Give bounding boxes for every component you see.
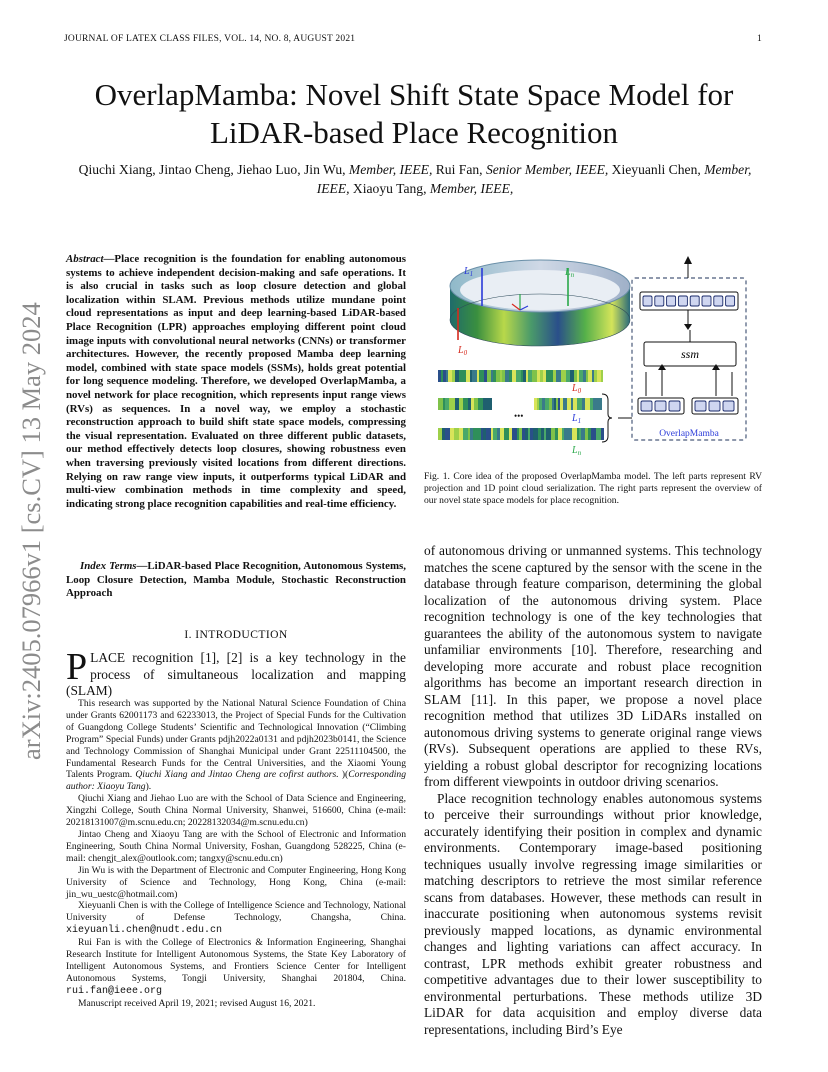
strip-cell <box>483 398 485 410</box>
input-token <box>695 401 706 411</box>
strip-cell <box>579 428 581 440</box>
strip-cell <box>592 370 594 382</box>
footnote-affiliation-3: Jin Wu is with the Department of Electronic and Computer Engineering, Hong Kong University of Science and Technology, Hong Kong, China (e-mail: jin_wu_uestc@hotmail.com) <box>66 864 406 900</box>
strip-cell <box>558 398 560 410</box>
strip-cell <box>509 370 512 382</box>
footnote-affiliation-4 <box>66 900 406 937</box>
strip-cell <box>588 428 591 440</box>
strip-cell <box>577 370 579 382</box>
footnote-paren: )( <box>338 769 349 781</box>
strip-cell <box>556 370 561 382</box>
strip-cell <box>586 370 588 382</box>
strip-cell <box>597 370 601 382</box>
output-token <box>690 296 699 306</box>
strip-cell <box>497 428 500 440</box>
index-terms-text: —LiDAR-based Place Recognition, Autonomous Systems, Loop Closure Detection, Mamba Module, Stochastic Reconstruction Approach <box>66 560 406 600</box>
footnote-funding-text: This research was supported by the National Natural Science Foundation of China under Grants 62001173 and 62233013, the Project of Special Funds for the Cultivation of Guangdong College Students’ Scientific and Technological Innovation (“Climbing Program” Special Funds) under Grants pdjh2022a0131 and pdjh2023b0141, the Science and Technology Commission of Shanghai Municipal under Grant 22511104500, the Fundamental Research Funds for the Central Universities, and the Xiaomi Young Talents Program. <box>66 698 406 781</box>
strip-cell <box>493 370 496 382</box>
strip-cell <box>455 370 459 382</box>
strip-cell <box>468 398 471 410</box>
strip-cell <box>541 428 544 440</box>
strip-cell <box>596 428 601 440</box>
strip-label-ln: $L_n$ <box>572 445 582 457</box>
strip-cell <box>540 370 543 382</box>
output-arrowhead <box>684 256 692 264</box>
abstract-text: —Place recognition is the foundation for enabling autonomous systems to achieve independent decision-making and safe operations. It is also crucial in tasks such as loop closure detection and global localization within SLAM. Previous methods utilize mundane point cloud representations as input and deep learning-based LiDAR-based Place Recognition (LPR) approaches employing different point cloud image inputs with convolutional neural networks (CNNs) or transformer architectures. However, the recently proposed Mamba deep learning model, combined with state space models (SSMs), holds great potential for long sequence modeling. Therefore, we developed OverlapMamba, a novel network for place recognition, which represents input range views (RVs) as sequences. In a novel way, we employ a stochastic reconstruction approach to build shift state space models, compressing the visual representation. Evaluated on three different public datasets, our method effectively detects loop closures, showing robustness even when traversing previously visited locations from different directions. Relying on raw range view inputs, it outperforms typical LiDAR and multi-view combination methods in time complexity and speed, indicating strong place recognition capabilities and real-time efficiency. <box>66 253 406 510</box>
strip-cell <box>504 428 509 440</box>
input-token <box>723 401 734 411</box>
strip-cell <box>556 398 558 410</box>
strip-cell <box>532 370 537 382</box>
output-token <box>643 296 652 306</box>
strip-cell <box>459 398 463 410</box>
strip-cell <box>470 370 472 382</box>
strip-cell <box>542 398 545 410</box>
strip-cell <box>448 370 452 382</box>
intro-lead: LACE recognition [1], [2] is a key technology in the process of simultaneous localization and mapping (SLAM) <box>66 650 406 698</box>
strip-cell <box>477 370 479 382</box>
strip-cell <box>539 398 542 410</box>
range-view-strips <box>438 370 604 440</box>
footnote-cofirst: Qiuchi Xiang and Jintao Cheng are cofirst authors. <box>135 769 339 781</box>
authors-role-1: Member, IEEE, <box>348 162 433 177</box>
strip-cell <box>577 398 582 410</box>
strip-cell <box>528 428 530 440</box>
strip-cell <box>463 428 468 440</box>
strip-cell <box>583 370 586 382</box>
module-label: OverlapMamba <box>659 429 719 439</box>
output-token <box>714 296 723 306</box>
figure-1 <box>428 242 768 457</box>
strip-cell <box>477 428 481 440</box>
strip-cell <box>453 398 455 410</box>
strip-cell <box>546 428 551 440</box>
authors-role-4: Member, IEEE, <box>429 181 514 196</box>
strip-cell <box>495 428 497 440</box>
strip-cell <box>563 398 567 410</box>
strip-cell <box>493 428 495 440</box>
strip-cell <box>573 398 577 410</box>
strip-cell <box>523 370 526 382</box>
abstract-label: Abstract <box>66 253 104 265</box>
strip-cell <box>500 370 502 382</box>
strip-cell <box>479 370 484 382</box>
strip-cell <box>483 428 486 440</box>
input-token <box>709 401 720 411</box>
strip-cell <box>502 370 505 382</box>
strip-cell <box>572 428 577 440</box>
strip-label-l0: $L_0$ <box>572 383 582 395</box>
input-tokens <box>641 401 734 411</box>
footnote-close: ). <box>145 781 152 793</box>
strip-cell <box>443 398 445 410</box>
strip-cell <box>454 428 459 440</box>
strip-cell <box>438 370 441 382</box>
strip-cell <box>590 398 593 410</box>
input-token <box>655 401 666 411</box>
output-token <box>655 296 664 306</box>
strip-cell <box>478 398 483 410</box>
authors-part-2: Rui Fan, <box>432 162 486 177</box>
footnote-email-chen: xieyuanli.chen@nudt.edu.cn <box>66 925 223 937</box>
strip-cell <box>569 428 572 440</box>
strip-cell <box>489 398 492 410</box>
strip-cell <box>445 398 449 410</box>
strip-cell <box>470 428 473 440</box>
body-paragraph-2: Place recognition technology enables autonomous systems to perceive their surroundings without prior knowledge, accurately identifying their position in complex and dynamic environments. Contemporary image-based positioning techniques usually involve regressing image similarities or matching descriptors to retrieve the most similar reference scans from databases. However, these methods can result in inaccurate positioning when autonomous systems revisit previously mapped locations, as dynamic environmental changes and lighting variations can affect accuracy. In contrast, LPR methods exhibit greater robustness and competitive advantages due to their lower susceptibility to environmental perturbations. These methods utilize 3D LiDAR for data acquisition and employ diverse data representations, including Bird’s Eye <box>424 790 762 1037</box>
body-paragraph-1: of autonomous driving or unmanned systems. This technology matches the scene captured by the sensor with the scene in the database through feature comparison, determining the global localization of the autonomous driving system. Place recognition technology is one of the key technologies that guarantees the ability of the autonomous system to navigate unfamiliar environments [10]. Therefore, researching and developing more accurate and robust place recognition algorithms has become an important research direction in SLAM [11]. In this paper, we propose a novel place recognition method that utilizes 3D LiDARs installed on autonomous driving systems to generate original range views (RVs). Subsequent operations are applied to these RVs, yielding a robust global descriptor for recognizing locations from different viewpoints in outdoor driving scenarios. <box>424 543 762 789</box>
strip-cell <box>567 398 571 410</box>
strip-cell <box>564 428 569 440</box>
strip-cell <box>546 370 549 382</box>
footnote-affiliation-2: Jintao Cheng and Xiaoyu Tang are with the School of Electronic and Information Engineering, South China Normal University, Foshan, Guangdong 528225, China (e-mail: chengjt_alex@outlook.com; tangxy@scnu.edu.cn) <box>66 828 406 864</box>
strip-cell <box>560 398 563 410</box>
strip-cell <box>545 398 549 410</box>
label-ln: $L_n$ <box>565 267 575 279</box>
figure-caption: Fig. 1. Core idea of the proposed OverlapMamba model. The left parts represent RV projection and 1D point cloud serialization. The right parts represent the overview of our novel state space models for place recognition. <box>424 471 762 506</box>
running-head: JOURNAL OF LATEX CLASS FILES, VOL. 14, NO. 8, AUGUST 2021 <box>64 34 356 44</box>
label-l0: $L_0$ <box>458 345 468 357</box>
strip-cell <box>549 370 553 382</box>
dropcap: P <box>66 646 88 688</box>
intro-paragraph <box>66 646 406 700</box>
strip-cell <box>598 398 602 410</box>
footnote-affiliation-4-text: Xieyuanli Chen is with the College of Intelligence Science and Technology, National University of Defense Technology, Changsha, China. <box>66 900 406 924</box>
right-column-body <box>424 543 762 1038</box>
strip-cell <box>566 370 570 382</box>
paper-title: OverlapMamba: Novel Shift State Space Model for LiDAR-based Place Recognition <box>94 77 734 150</box>
strip-cell <box>446 370 448 382</box>
strip-cell <box>505 370 507 382</box>
strip-cell <box>512 428 517 440</box>
input-token <box>641 401 652 411</box>
arxiv-stamp: arXiv:2405.07966v1 [cs.CV] 13 May 2024 <box>16 302 46 760</box>
strip-cell <box>452 370 455 382</box>
strip-cell <box>463 398 468 410</box>
strip-cell <box>553 370 556 382</box>
footnotes <box>66 698 406 1010</box>
output-token <box>678 296 687 306</box>
footnote-email-fan: rui.fan@ieee.org <box>66 985 163 997</box>
strip-label-l1: $L_1$ <box>572 413 582 425</box>
strip-cell <box>481 428 483 440</box>
strip-cell <box>485 398 489 410</box>
strip-cell <box>491 428 493 440</box>
label-l1: $L_1$ <box>464 266 474 278</box>
strip-cell <box>555 428 558 440</box>
footnote-corresponding: Corresponding author: Xiaoyu Tang <box>66 769 406 793</box>
strip-cell <box>459 428 463 440</box>
authors-role-2: Senior Member, IEEE, <box>485 162 609 177</box>
strip-cell <box>551 428 555 440</box>
abstract <box>66 253 406 511</box>
strip-cell <box>438 428 442 440</box>
strip-cell <box>491 370 493 382</box>
page-number: 1 <box>757 34 762 44</box>
input-token <box>669 401 680 411</box>
section-heading: I. INTRODUCTION <box>184 628 288 641</box>
strip-cell <box>516 370 521 382</box>
strip-cell <box>585 398 590 410</box>
strip-cell <box>549 398 552 410</box>
strip-cell <box>462 370 466 382</box>
strip-cell <box>450 428 454 440</box>
strip-cell <box>530 428 533 440</box>
ellipsis: ••• <box>514 411 524 421</box>
strip-cell <box>449 398 453 410</box>
strip-cell <box>528 370 532 382</box>
strip-cell <box>517 428 519 440</box>
strip-cell <box>594 370 597 382</box>
footnote-received: Manuscript received April 19, 2021; revised August 16, 2021. <box>78 997 316 1009</box>
footnote-affiliation-5-text: Rui Fan is with the College of Electronics & Information Engineering, Shanghai Research Institute for Intelligent Autonomous Systems, the State Key Laboratory of Intelligent Autonomous Systems, and Frontiers Science Center for Intelligent Autonomous Systems, Tongji University, Shanghai 201804, China. <box>66 937 406 984</box>
strip-cell <box>441 370 443 382</box>
strip-cell <box>466 370 470 382</box>
strip-cell <box>577 428 579 440</box>
strip-cell <box>544 428 546 440</box>
strip-cell <box>525 428 528 440</box>
strip-cell <box>443 370 446 382</box>
strip-cell <box>562 428 564 440</box>
strip-cell <box>459 370 462 382</box>
strip-cell <box>570 370 574 382</box>
strip-cell <box>554 398 556 410</box>
strip-cell <box>534 398 537 410</box>
strip-cell <box>484 370 487 382</box>
index-terms-label: Index Terms <box>80 560 137 572</box>
strip-cell <box>476 398 478 410</box>
strip-cell <box>601 428 604 440</box>
output-token <box>667 296 676 306</box>
strip-cell <box>474 398 476 410</box>
strip-cell <box>473 428 477 440</box>
output-token <box>726 296 735 306</box>
strip-cell <box>561 370 566 382</box>
output-token <box>702 296 711 306</box>
strip-cell <box>445 428 450 440</box>
strip-cell <box>457 398 459 410</box>
strip-cell <box>438 398 443 410</box>
strip-cell <box>537 370 540 382</box>
ssm-label: ssm <box>680 347 700 361</box>
strip-cell <box>487 370 491 382</box>
ssm-out-arrowhead <box>684 324 692 330</box>
strip-cell <box>507 370 509 382</box>
strip-cell <box>593 398 598 410</box>
strip-cell <box>571 398 573 410</box>
strip-cell <box>601 370 603 382</box>
strip-cell <box>472 370 477 382</box>
strip-cell <box>442 428 445 440</box>
strip-cell <box>522 428 525 440</box>
strip-cell <box>519 428 522 440</box>
strip-cell <box>471 398 474 410</box>
strip-cell <box>486 428 491 440</box>
strip-cell <box>496 370 500 382</box>
strip-cell <box>588 370 592 382</box>
strip-cell <box>509 428 512 440</box>
strip-cell <box>526 370 528 382</box>
footnote-affiliation-5 <box>66 937 406 998</box>
strip-cell <box>579 370 583 382</box>
strip-cell <box>538 428 541 440</box>
authors-role-3: Member, IEEE, <box>316 162 752 196</box>
strip-cell <box>591 428 596 440</box>
strip-cell <box>543 370 546 382</box>
strip-cell <box>558 428 562 440</box>
index-terms <box>66 560 406 601</box>
footnote-affiliation-1: Qiuchi Xiang and Jiehao Luo are with the School of Data Science and Engineering, Xingzhi College, South China Normal University, Shanwei, 516600, China (e-mail: 20218131007@m.scnu.edu.cn; 20228132034@m.scnu.edu.cn) <box>66 793 406 829</box>
strip-cell <box>455 398 457 410</box>
authors-part-1: Qiuchi Xiang, Jintao Cheng, Jiehao Luo, Jin Wu, <box>78 162 349 177</box>
strip-cell <box>582 398 585 410</box>
strip-cell <box>585 428 588 440</box>
strip-cell <box>537 398 539 410</box>
strip-cell <box>581 428 585 440</box>
strip-cell <box>512 370 516 382</box>
authors-part-4: Xiaoyu Tang, <box>349 181 430 196</box>
strip-cell <box>500 428 504 440</box>
strip-cell <box>574 370 577 382</box>
strip-cell <box>521 370 523 382</box>
authors-part-3: Xieyuanli Chen, <box>608 162 705 177</box>
strip-cell <box>533 428 538 440</box>
strip-cell <box>468 428 470 440</box>
footnote-funding <box>66 698 406 793</box>
strip-cell <box>552 398 554 410</box>
rv-cylinder <box>450 260 630 346</box>
author-list <box>70 160 760 198</box>
